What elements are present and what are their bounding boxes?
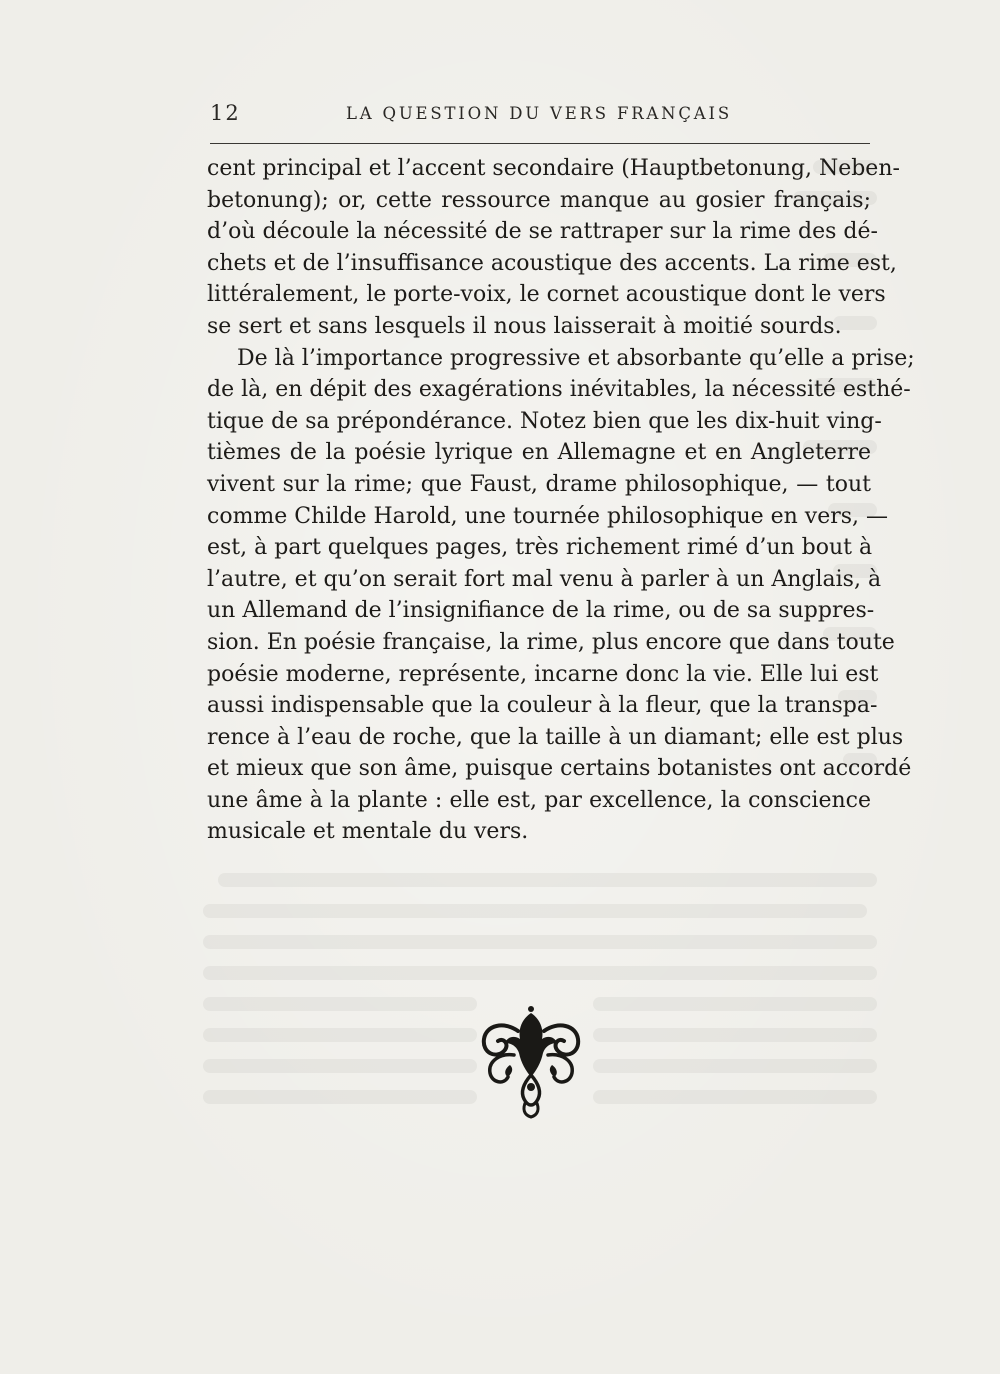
text-line: de là, en dépit des exagérations inévitables, la nécessité esthé- [207, 377, 911, 403]
text-line: cent principal et l’accent secondaire (Hauptbetonung, Neben- [207, 156, 900, 181]
header-rule [210, 143, 870, 144]
body-text [207, 153, 915, 848]
text-line: chets et de l’insuffisance acoustique des accents. La rime est, [207, 250, 897, 276]
text-line: vivent sur la rime; que Faust, drame philosophique, — tout [207, 471, 871, 497]
text-line: poésie moderne, représente, incarne donc la vie. Elle lui est [207, 661, 879, 687]
text-line: un Allemand de l’insignifiance de la rime, ou de sa suppres- [207, 598, 875, 624]
running-head [210, 101, 870, 131]
text-line: comme Childe Harold, une tournée philosophique en vers, — [207, 503, 889, 529]
text-line: musicale et mentale du vers. [207, 819, 529, 845]
text-line: et mieux que son âme, puisque certains botanistes ont accordé [207, 756, 912, 782]
text-line: l’autre, et qu’on serait fort mal venu à parler à un Anglais, à [207, 566, 882, 592]
text-line: sion. En poésie française, la rime, plus encore que dans toute [207, 629, 895, 655]
running-title: LA QUESTION DU VERS FRANÇAIS [346, 104, 732, 123]
text-line: se sert et sans lesquels il nous laisserait à moitié sourds. [207, 313, 842, 339]
text-line: aussi indispensable que la couleur à la fleur, que la transpa- [207, 693, 878, 719]
text-line: tique de sa prépondérance. Notez bien que les dix-huit ving- [207, 408, 882, 434]
text-line: d’où découle la nécessité de se rattraper sur la rime des dé- [207, 219, 878, 245]
text-line: une âme à la plante : elle est, par excellence, la conscience [207, 787, 871, 813]
text-line: rence à l’eau de roche, que la taille à un diamant; elle est plus [207, 724, 904, 750]
text-line: est, à part quelques pages, très richement rimé d’un bout à [207, 535, 873, 561]
text-line: tièmes de la poésie lyrique en Allemagne et en Angleterre [207, 440, 871, 466]
page-number: 12 [210, 101, 241, 125]
text-line: littéralement, le porte-voix, le cornet acoustique dont le vers [207, 282, 886, 308]
paragraph-first-line: De là l’importance progressive et absorbante qu’elle a prise; [237, 345, 915, 371]
floral-ornament-icon [474, 1003, 588, 1121]
text-line: betonung); or, cette ressource manque au gosier français; [207, 187, 871, 213]
